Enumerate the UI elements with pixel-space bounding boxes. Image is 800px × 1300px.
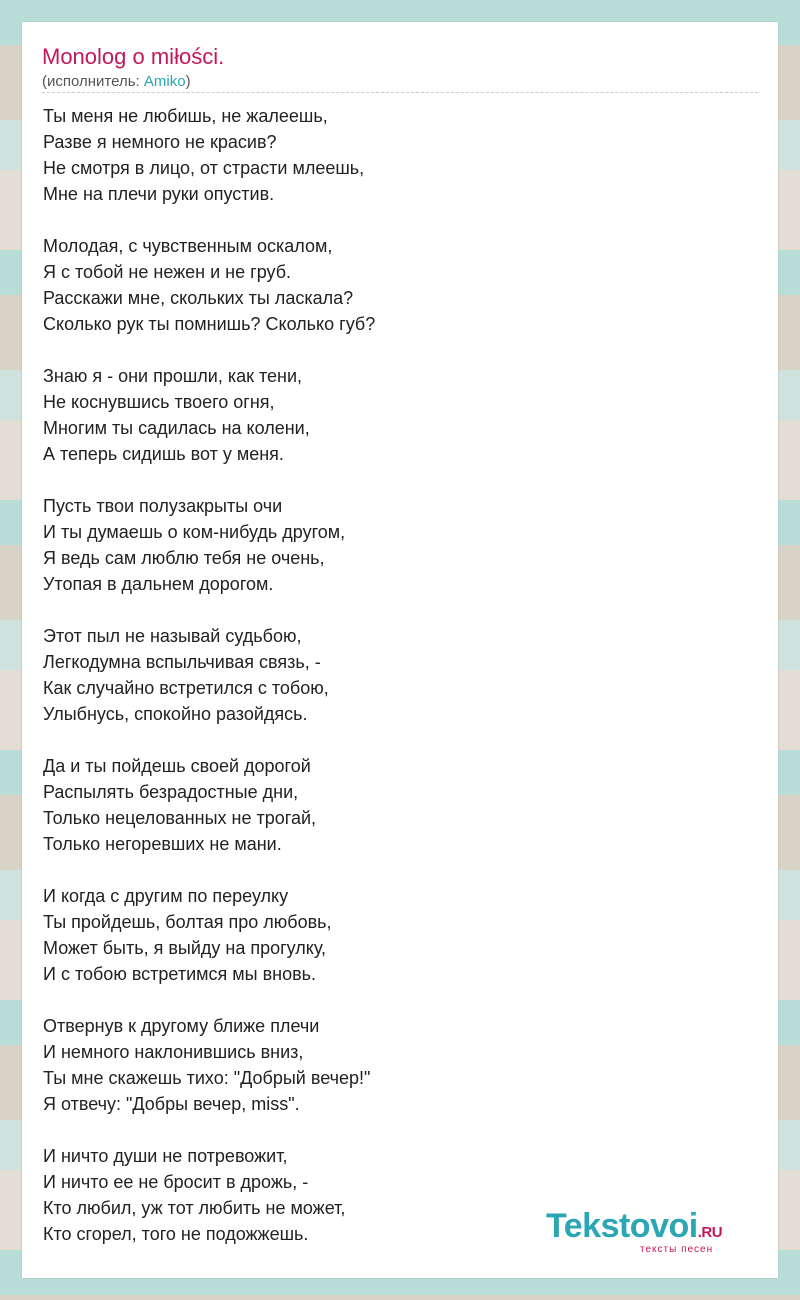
- lyric-line: Разве я немного не красив?: [43, 132, 277, 152]
- lyric-line: Расскажи мне, скольких ты ласкала?: [43, 288, 354, 308]
- artist-suffix: ): [185, 73, 191, 90]
- lyrics-stanza: [43, 233, 743, 337]
- lyric-line: Пусть твои полузакрыты очи: [43, 496, 283, 516]
- artist-link[interactable]: Amiko: [143, 73, 186, 90]
- song-title: Monolog o miłości.: [42, 44, 225, 69]
- lyrics-stanza: [43, 363, 743, 467]
- artist-prefix: (исполнитель:: [42, 73, 144, 90]
- lyric-line: Утопая в дальнем дорогом.: [43, 574, 274, 594]
- lyric-line: Отвернув к другому ближе плечи: [43, 1016, 320, 1036]
- site-logo[interactable]: [546, 1207, 722, 1246]
- lyric-line: Этот пыл не называй судьбою,: [43, 626, 302, 646]
- lyric-line: Ты мне скажешь тихо: "Добрый вечер!": [43, 1068, 371, 1088]
- lyric-line: Не коснувшись твоего огня,: [43, 392, 275, 412]
- lyrics-stanza: [43, 883, 743, 987]
- lyric-line: Улыбнусь, спокойно разойдясь.: [43, 704, 308, 724]
- lyric-line: Как случайно встретился с тобою,: [43, 678, 329, 698]
- logo-tld: .RU: [697, 1224, 723, 1241]
- lyric-line: Молодая, с чувственным оскалом,: [43, 236, 333, 256]
- lyric-line: Ты меня не любишь, не жалеешь,: [43, 106, 328, 126]
- lyric-line: Легкодумна вспыльчивая связь, -: [43, 652, 321, 672]
- lyric-line: Я отвечу: "Добры вечер, miss".: [43, 1094, 300, 1114]
- lyric-line: Ты пройдешь, болтая про любовь,: [43, 912, 332, 932]
- lyric-line: И немного наклонившись вниз,: [43, 1042, 304, 1062]
- lyric-line: А теперь сидишь вот у меня.: [43, 444, 284, 464]
- lyrics-stanza: [43, 1013, 743, 1117]
- lyric-line: Кто любил, уж тот любить не может,: [43, 1198, 346, 1218]
- title-divider: [42, 92, 758, 93]
- lyric-line: И с тобою встретимся мы вновь.: [43, 964, 317, 984]
- logo-tagline: тексты песен: [640, 1244, 714, 1255]
- lyric-line: И ты думаешь о ком-нибудь другом,: [43, 522, 346, 542]
- lyric-line: Может быть, я выйду на прогулку,: [43, 938, 327, 958]
- logo-name: Tekstovoi: [546, 1207, 698, 1245]
- lyric-line: Сколько рук ты помнишь? Сколько губ?: [43, 314, 376, 334]
- lyrics-card: [22, 22, 778, 1278]
- lyrics-stanza: [43, 493, 743, 597]
- lyrics-stanza: [43, 103, 743, 207]
- lyric-line: И когда с другим по переулку: [43, 886, 289, 906]
- lyric-line: Я ведь сам люблю тебя не очень,: [43, 548, 325, 568]
- lyric-line: Знаю я - они прошли, как тени,: [43, 366, 303, 386]
- lyric-line: Только нецелованных не трогай,: [43, 808, 317, 828]
- lyric-line: И ничто души не потревожит,: [43, 1146, 288, 1166]
- lyric-line: Распылять безрадостные дни,: [43, 782, 299, 802]
- lyrics-stanza: [43, 623, 743, 727]
- artist-line: [42, 73, 191, 90]
- lyric-line: И ничто ее не бросит в дрожь, -: [43, 1172, 309, 1192]
- lyrics-body: [43, 103, 743, 1273]
- lyric-line: Мне на плечи руки опустив.: [43, 184, 275, 204]
- lyrics-stanza: [43, 753, 743, 857]
- lyric-line: Многим ты садилась на колени,: [43, 418, 310, 438]
- lyric-line: Да и ты пойдешь своей дорогой: [43, 756, 311, 776]
- lyric-line: Я с тобой не нежен и не груб.: [43, 262, 292, 282]
- lyric-line: Только негоревших не мани.: [43, 834, 282, 854]
- lyric-line: Не смотря в лицо, от страсти млеешь,: [43, 158, 365, 178]
- lyric-line: Кто сгорел, того не подожжешь.: [43, 1224, 309, 1244]
